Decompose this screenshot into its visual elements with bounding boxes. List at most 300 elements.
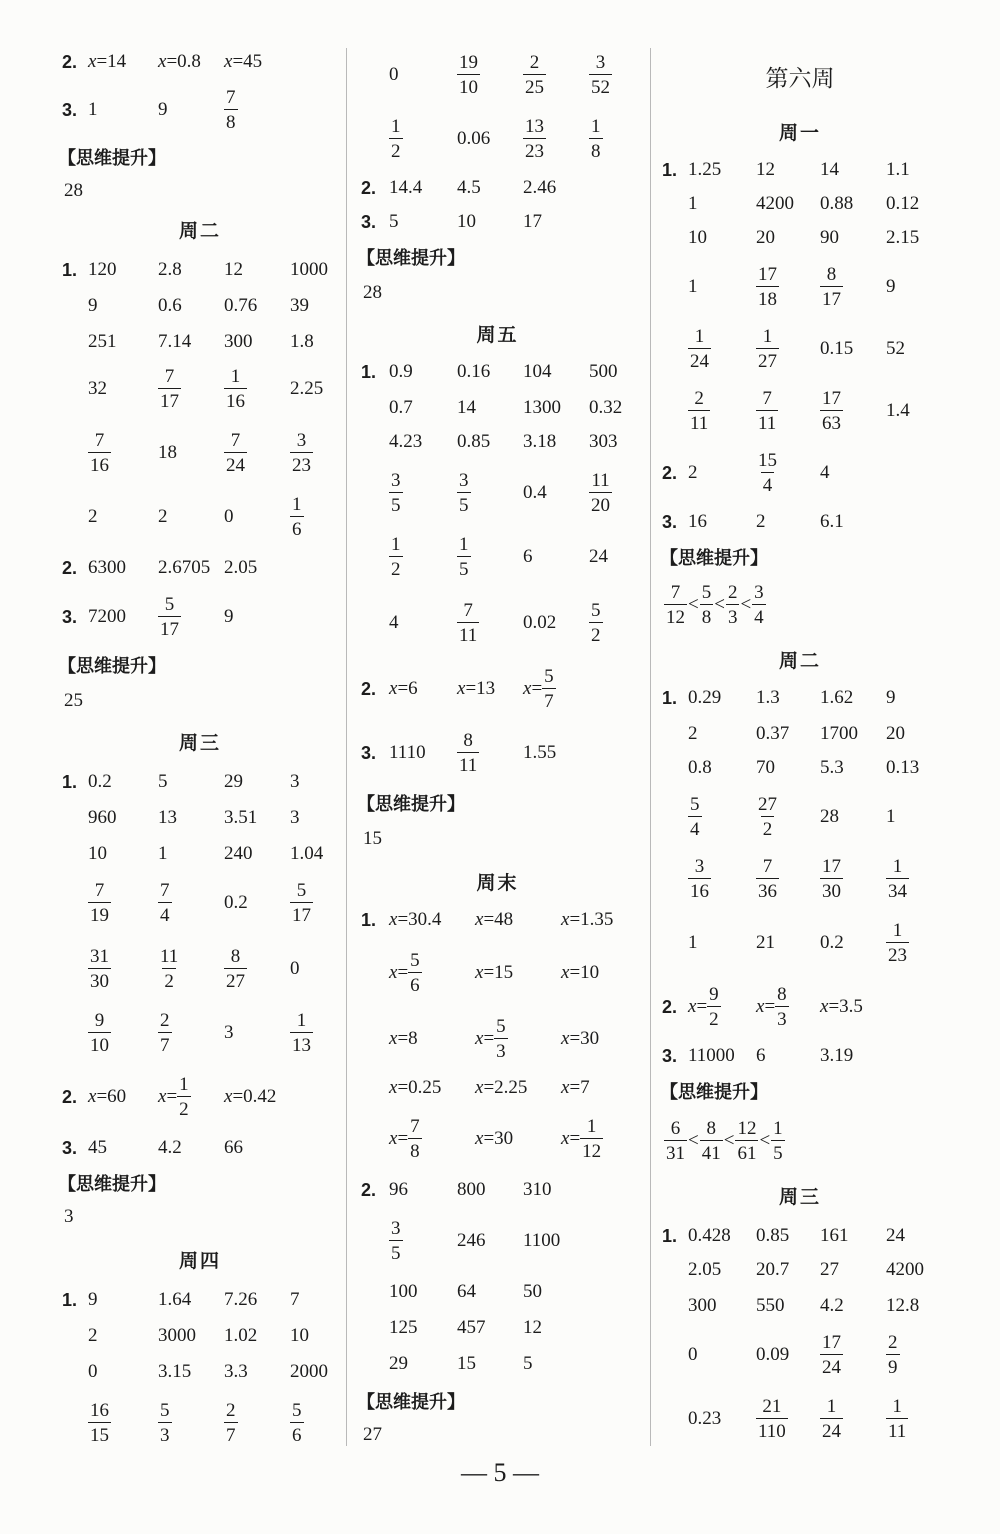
answer-cell bbox=[158, 834, 168, 874]
answer-cell bbox=[88, 286, 98, 326]
numerator: 1 bbox=[591, 116, 601, 137]
numerator: 1 bbox=[391, 534, 401, 555]
day-heading: 周三 bbox=[178, 732, 221, 754]
answer-cell bbox=[290, 424, 313, 482]
answer-value: 2 bbox=[88, 506, 98, 527]
answer-value: 120 bbox=[88, 259, 117, 280]
denominator: 2 bbox=[589, 622, 603, 645]
answer-cell bbox=[290, 250, 328, 290]
answer-row bbox=[345, 202, 650, 242]
fraction bbox=[224, 367, 247, 411]
column-2 bbox=[345, 0, 650, 1534]
denominator: 7 bbox=[542, 688, 556, 711]
answer-cell bbox=[88, 360, 107, 418]
question-number: 3. bbox=[62, 606, 78, 627]
fraction bbox=[589, 117, 603, 161]
numerator: 11 bbox=[591, 470, 610, 491]
denominator: 12 bbox=[664, 604, 687, 627]
answer-cell bbox=[88, 84, 98, 136]
answer-value: 2 bbox=[88, 1325, 98, 1346]
fraction bbox=[756, 327, 779, 371]
question-number: 3. bbox=[662, 1045, 678, 1066]
answer-cell bbox=[886, 914, 909, 972]
numerator: 7 bbox=[230, 430, 241, 451]
numerator: 1 bbox=[892, 920, 903, 941]
answer-value: 3 bbox=[290, 771, 300, 792]
equals-sign: = bbox=[96, 51, 108, 72]
answer-value: 12 bbox=[523, 1317, 542, 1338]
denominator: 2 bbox=[177, 1096, 191, 1119]
answer-cell bbox=[88, 1316, 98, 1356]
variable: x bbox=[88, 51, 97, 72]
less-than-sign: < bbox=[688, 594, 699, 615]
answer-cell bbox=[158, 874, 172, 932]
denominator: 15 bbox=[88, 1422, 111, 1445]
answer-value: 13 bbox=[476, 678, 496, 699]
answer-value: 1 bbox=[688, 193, 698, 214]
question-number: 3. bbox=[62, 99, 78, 120]
variable: x bbox=[756, 996, 765, 1017]
answer-cell bbox=[88, 488, 98, 546]
fraction bbox=[688, 857, 711, 901]
numerator: 7 bbox=[463, 600, 473, 621]
answer-cell bbox=[290, 798, 300, 838]
answer-cell bbox=[523, 110, 546, 168]
denominator: 6 bbox=[290, 516, 304, 539]
answer-value: 45 bbox=[88, 1137, 107, 1158]
fraction bbox=[771, 1119, 785, 1163]
answer-cell bbox=[475, 1068, 527, 1108]
answer-row bbox=[0, 84, 345, 136]
denominator: 2 bbox=[389, 556, 403, 579]
inequality bbox=[664, 576, 766, 634]
answer-cell bbox=[88, 874, 111, 932]
numerator: 7 bbox=[226, 87, 236, 108]
denominator: 63 bbox=[820, 410, 843, 433]
week-heading: 第六周 bbox=[765, 66, 835, 91]
answer-cell bbox=[886, 748, 919, 788]
fraction bbox=[408, 951, 422, 995]
answer-value: 6 bbox=[523, 546, 533, 567]
denominator: 31 bbox=[664, 1140, 687, 1163]
answer-cell bbox=[389, 202, 399, 242]
denominator: 17 bbox=[158, 616, 181, 639]
answer-cell bbox=[290, 834, 323, 874]
answer-cell bbox=[589, 352, 618, 392]
numerator: 7 bbox=[762, 856, 773, 877]
fraction bbox=[542, 667, 556, 711]
answer-cell bbox=[290, 940, 300, 998]
denominator: 36 bbox=[756, 878, 779, 901]
answer-cell bbox=[290, 1394, 304, 1452]
numerator: 8 bbox=[463, 730, 473, 751]
variable: x bbox=[561, 962, 570, 983]
fraction bbox=[752, 583, 766, 627]
answer-cell bbox=[224, 322, 253, 362]
denominator: 2 bbox=[761, 816, 775, 839]
answer-cell bbox=[158, 38, 201, 86]
answer-cell bbox=[457, 110, 490, 168]
variable: x bbox=[475, 1028, 484, 1049]
answer-cell bbox=[457, 594, 479, 652]
answer-cell bbox=[457, 352, 490, 392]
denominator: 13 bbox=[290, 1032, 313, 1055]
less-than-sign: < bbox=[688, 1130, 699, 1151]
answer-value: 4 bbox=[820, 462, 830, 483]
answer-value: 15 bbox=[494, 962, 514, 983]
denominator: 17 bbox=[820, 286, 843, 309]
numerator: 5 bbox=[410, 950, 420, 971]
answer-value: 29 bbox=[224, 771, 243, 792]
answer-value: 9 bbox=[886, 687, 896, 708]
denominator: 11 bbox=[457, 752, 479, 775]
fraction bbox=[457, 471, 471, 515]
answer-cell bbox=[688, 788, 702, 846]
answer-value: 30 bbox=[494, 1128, 514, 1149]
answer-cell bbox=[290, 1280, 300, 1320]
variable: x bbox=[561, 1028, 570, 1049]
denominator: 17 bbox=[290, 902, 313, 925]
thinking-section-title: 【思维提升】 bbox=[357, 1392, 465, 1413]
answer-cell bbox=[158, 286, 182, 326]
denominator: 8 bbox=[224, 109, 238, 132]
answer-cell bbox=[457, 528, 471, 586]
answer-row bbox=[0, 1316, 345, 1356]
answer-cell bbox=[688, 502, 707, 542]
fraction bbox=[886, 857, 909, 901]
answer-cell bbox=[224, 1004, 234, 1062]
answer-value: 2.6705 bbox=[158, 557, 211, 578]
answer-cell bbox=[457, 660, 495, 718]
answer-row bbox=[0, 488, 345, 546]
answer-cell bbox=[688, 382, 710, 440]
answer-cell bbox=[523, 1308, 542, 1348]
answer-value: 1.55 bbox=[523, 742, 557, 763]
answer-value: 9 bbox=[224, 606, 234, 627]
answer-cell bbox=[158, 322, 191, 362]
answer-row bbox=[345, 1308, 650, 1348]
answer-value: 0.4 bbox=[523, 482, 547, 503]
answer-value: 10 bbox=[88, 843, 107, 864]
less-than-sign: < bbox=[759, 1130, 771, 1151]
answer-value: 125 bbox=[389, 1317, 418, 1338]
column-3 bbox=[650, 0, 1000, 1534]
fraction bbox=[494, 1017, 508, 1061]
answer-cell bbox=[820, 1390, 843, 1448]
answer-row bbox=[345, 1068, 650, 1108]
answer-cell bbox=[820, 1326, 843, 1384]
equals-sign: = bbox=[166, 1086, 178, 1107]
answer-cell bbox=[158, 84, 168, 136]
denominator: 24 bbox=[820, 1418, 843, 1441]
numerator: 19 bbox=[459, 52, 478, 73]
answer-cell bbox=[88, 1352, 98, 1392]
fraction bbox=[457, 53, 480, 97]
answer-cell bbox=[688, 218, 707, 258]
answer-cell bbox=[224, 1394, 238, 1452]
answer-value: 1.62 bbox=[820, 687, 854, 708]
answer-value: 1 bbox=[688, 276, 698, 297]
answer-cell bbox=[688, 748, 712, 788]
question-number: 2. bbox=[361, 1179, 377, 1200]
equals-sign: = bbox=[483, 909, 495, 930]
numerator: 7 bbox=[160, 880, 170, 901]
answer-cell bbox=[224, 84, 238, 136]
question-number: 1. bbox=[662, 687, 678, 708]
answer-cell bbox=[820, 748, 844, 788]
answer-cell bbox=[457, 724, 479, 782]
question-number: 1. bbox=[62, 771, 78, 792]
answer-cell bbox=[224, 874, 248, 932]
answer-value: 90 bbox=[820, 227, 839, 248]
answer-cell bbox=[756, 748, 775, 788]
answer-row bbox=[650, 320, 1000, 378]
denominator: 4 bbox=[761, 472, 775, 495]
answer-value: 0.85 bbox=[457, 431, 491, 452]
variable: x bbox=[88, 1086, 97, 1107]
answer-value: 3.3 bbox=[224, 1361, 248, 1382]
answer-value: 10 bbox=[457, 211, 476, 232]
answer-cell bbox=[389, 1068, 441, 1108]
numerator: 1 bbox=[773, 1118, 783, 1139]
variable: x bbox=[158, 51, 167, 72]
denominator: 52 bbox=[589, 74, 612, 97]
question-number: 1. bbox=[662, 159, 678, 180]
fraction bbox=[158, 947, 180, 991]
fraction bbox=[820, 1333, 843, 1377]
answer-cell bbox=[886, 218, 919, 258]
equals-sign: = bbox=[96, 1086, 108, 1107]
denominator: 10 bbox=[88, 1032, 111, 1055]
answer-cell bbox=[756, 978, 789, 1036]
answer-value: 20 bbox=[756, 227, 775, 248]
denominator: 24 bbox=[820, 1354, 843, 1377]
answer-value: 96 bbox=[389, 1179, 408, 1200]
variable: x bbox=[389, 1077, 398, 1098]
answer-value: 1.4 bbox=[886, 400, 910, 421]
fraction bbox=[886, 1397, 908, 1441]
answer-value: 251 bbox=[88, 331, 117, 352]
less-than-sign: < bbox=[714, 594, 725, 615]
answer-row bbox=[0, 286, 345, 326]
variable: x bbox=[561, 1077, 570, 1098]
answer-value: 18 bbox=[158, 442, 177, 463]
denominator: 11 bbox=[886, 1418, 908, 1441]
answer-cell bbox=[820, 678, 853, 718]
fraction bbox=[88, 1401, 111, 1445]
numerator: 9 bbox=[709, 984, 719, 1005]
answer-cell bbox=[688, 914, 698, 972]
answer-value: 0.85 bbox=[756, 1225, 790, 1246]
answer-row bbox=[345, 900, 650, 940]
numerator: 3 bbox=[754, 582, 764, 603]
variable: x bbox=[389, 909, 398, 930]
answer-cell bbox=[389, 352, 413, 392]
denominator: 11 bbox=[688, 410, 710, 433]
answer-value: 1110 bbox=[389, 742, 426, 763]
answer-value: 0.12 bbox=[886, 193, 920, 214]
numerator: 15 bbox=[758, 450, 777, 471]
answer-row bbox=[650, 1250, 1000, 1290]
denominator: 23 bbox=[886, 942, 909, 965]
variable: x bbox=[561, 1128, 570, 1149]
answer-value: 24 bbox=[589, 546, 608, 567]
answer-cell bbox=[886, 382, 910, 440]
numerator: 1 bbox=[826, 1396, 837, 1417]
fraction bbox=[688, 327, 711, 371]
answer-value: 17 bbox=[523, 211, 542, 232]
day-heading: 周五 bbox=[476, 324, 519, 346]
answer-value: 1000 bbox=[290, 259, 328, 280]
variable: x bbox=[389, 962, 398, 983]
answer-value: 0 bbox=[688, 1344, 698, 1365]
fraction bbox=[820, 857, 843, 901]
numerator: 17 bbox=[822, 856, 841, 877]
numerator: 7 bbox=[164, 366, 175, 387]
answer-cell bbox=[88, 834, 107, 874]
answer-value: 4200 bbox=[756, 193, 794, 214]
question-number: 2. bbox=[62, 51, 78, 72]
answer-cell bbox=[756, 850, 779, 908]
answer-cell bbox=[688, 1250, 721, 1290]
answer-cell bbox=[589, 464, 612, 522]
denominator: 4 bbox=[688, 816, 702, 839]
equals-sign: = bbox=[483, 962, 495, 983]
numerator: 1 bbox=[292, 494, 302, 515]
answer-cell bbox=[88, 1068, 126, 1126]
answer-cell bbox=[688, 320, 711, 378]
numerator: 3 bbox=[391, 1218, 401, 1239]
answer-row bbox=[0, 1280, 345, 1320]
answer-row bbox=[345, 594, 650, 652]
answer-value: 2000 bbox=[290, 1361, 328, 1382]
numerator: 8 bbox=[777, 984, 787, 1005]
denominator: 19 bbox=[88, 902, 111, 925]
denominator: 16 bbox=[224, 388, 247, 411]
answer-value: 30.4 bbox=[408, 909, 442, 930]
day-heading: 周四 bbox=[178, 1250, 221, 1272]
answer-value: 1 bbox=[886, 806, 896, 827]
answer-cell bbox=[523, 202, 542, 242]
denominator: 3 bbox=[775, 1006, 789, 1029]
answer-cell bbox=[756, 1036, 766, 1076]
numerator: 27 bbox=[758, 794, 777, 815]
answer-value: 0.13 bbox=[886, 757, 920, 778]
day-heading: 周二 bbox=[178, 220, 221, 242]
answer-row bbox=[345, 1010, 650, 1068]
answer-value: 28 bbox=[820, 806, 839, 827]
answer-value: 2.05 bbox=[224, 557, 258, 578]
answer-value: 1.3 bbox=[756, 687, 780, 708]
fraction bbox=[756, 389, 778, 433]
numerator: 2 bbox=[160, 1010, 170, 1031]
answer-cell bbox=[158, 588, 181, 646]
numerator: 5 bbox=[292, 1400, 302, 1421]
numerator: 5 bbox=[160, 1400, 170, 1421]
numerator: 2 bbox=[727, 582, 738, 603]
equals-sign: = bbox=[397, 1077, 409, 1098]
fraction bbox=[700, 1119, 723, 1163]
fraction bbox=[707, 985, 721, 1029]
answer-row bbox=[345, 464, 650, 522]
answer-cell bbox=[523, 1272, 542, 1312]
answer-cell bbox=[756, 258, 779, 316]
denominator: 3 bbox=[726, 604, 740, 627]
answer-cell bbox=[820, 1036, 853, 1076]
answer-value: 3.18 bbox=[523, 431, 557, 452]
answer-value: 11000 bbox=[688, 1045, 735, 1066]
fraction bbox=[775, 985, 789, 1029]
denominator: 2 bbox=[162, 968, 176, 991]
denominator: 20 bbox=[589, 492, 612, 515]
answer-row bbox=[0, 834, 345, 874]
numerator: 7 bbox=[762, 388, 772, 409]
answer-cell bbox=[523, 528, 533, 586]
numerator: 5 bbox=[544, 666, 554, 687]
answer-value: 1.04 bbox=[290, 843, 324, 864]
fraction bbox=[664, 1119, 687, 1163]
denominator: 4 bbox=[752, 604, 766, 627]
answer-value: 10 bbox=[580, 962, 600, 983]
answer-cell bbox=[224, 488, 234, 546]
question-number: 1. bbox=[62, 1289, 78, 1310]
denominator: 5 bbox=[389, 492, 403, 515]
answer-value: 1.02 bbox=[224, 1325, 258, 1346]
question-number: 1. bbox=[62, 259, 78, 280]
answer-value: 800 bbox=[457, 1179, 486, 1200]
fraction bbox=[88, 947, 111, 991]
variable: x bbox=[561, 909, 570, 930]
answer-row bbox=[0, 1068, 345, 1126]
denominator: 7 bbox=[158, 1032, 172, 1055]
answer-value: 0.16 bbox=[457, 361, 491, 382]
thinking-answer: 27 bbox=[363, 1424, 382, 1445]
answer-cell bbox=[886, 1250, 924, 1290]
answer-value: 7.26 bbox=[224, 1289, 258, 1310]
answer-value: 0.9 bbox=[389, 361, 413, 382]
equals-sign: = bbox=[569, 1028, 581, 1049]
equals-sign: = bbox=[232, 51, 244, 72]
variable: x bbox=[523, 678, 532, 699]
fraction bbox=[389, 1219, 403, 1263]
answer-cell bbox=[88, 548, 126, 588]
fraction bbox=[756, 451, 779, 495]
variable: x bbox=[475, 909, 484, 930]
question-number: 2. bbox=[62, 1086, 78, 1107]
answer-cell bbox=[886, 1326, 900, 1384]
thinking-section-title: 【思维提升】 bbox=[58, 656, 166, 677]
denominator: 16 bbox=[688, 878, 711, 901]
question-number: 3. bbox=[361, 211, 377, 232]
variable: x bbox=[688, 996, 697, 1017]
variable: x bbox=[389, 678, 398, 699]
answer-value: 0.7 bbox=[389, 397, 413, 418]
answer-row bbox=[0, 798, 345, 838]
equals-sign: = bbox=[696, 996, 708, 1017]
numerator: 17 bbox=[758, 264, 777, 285]
answer-cell bbox=[88, 1280, 98, 1320]
answer-cell bbox=[224, 38, 262, 86]
answer-cell bbox=[389, 1170, 408, 1210]
numerator: 1 bbox=[586, 1116, 597, 1137]
answer-cell bbox=[158, 1316, 196, 1356]
question-number: 2. bbox=[662, 996, 678, 1017]
fraction bbox=[389, 535, 403, 579]
equals-sign: = bbox=[483, 1028, 495, 1049]
answer-value: 1.8 bbox=[290, 331, 314, 352]
answer-cell bbox=[561, 944, 599, 1002]
answer-cell bbox=[88, 940, 111, 998]
